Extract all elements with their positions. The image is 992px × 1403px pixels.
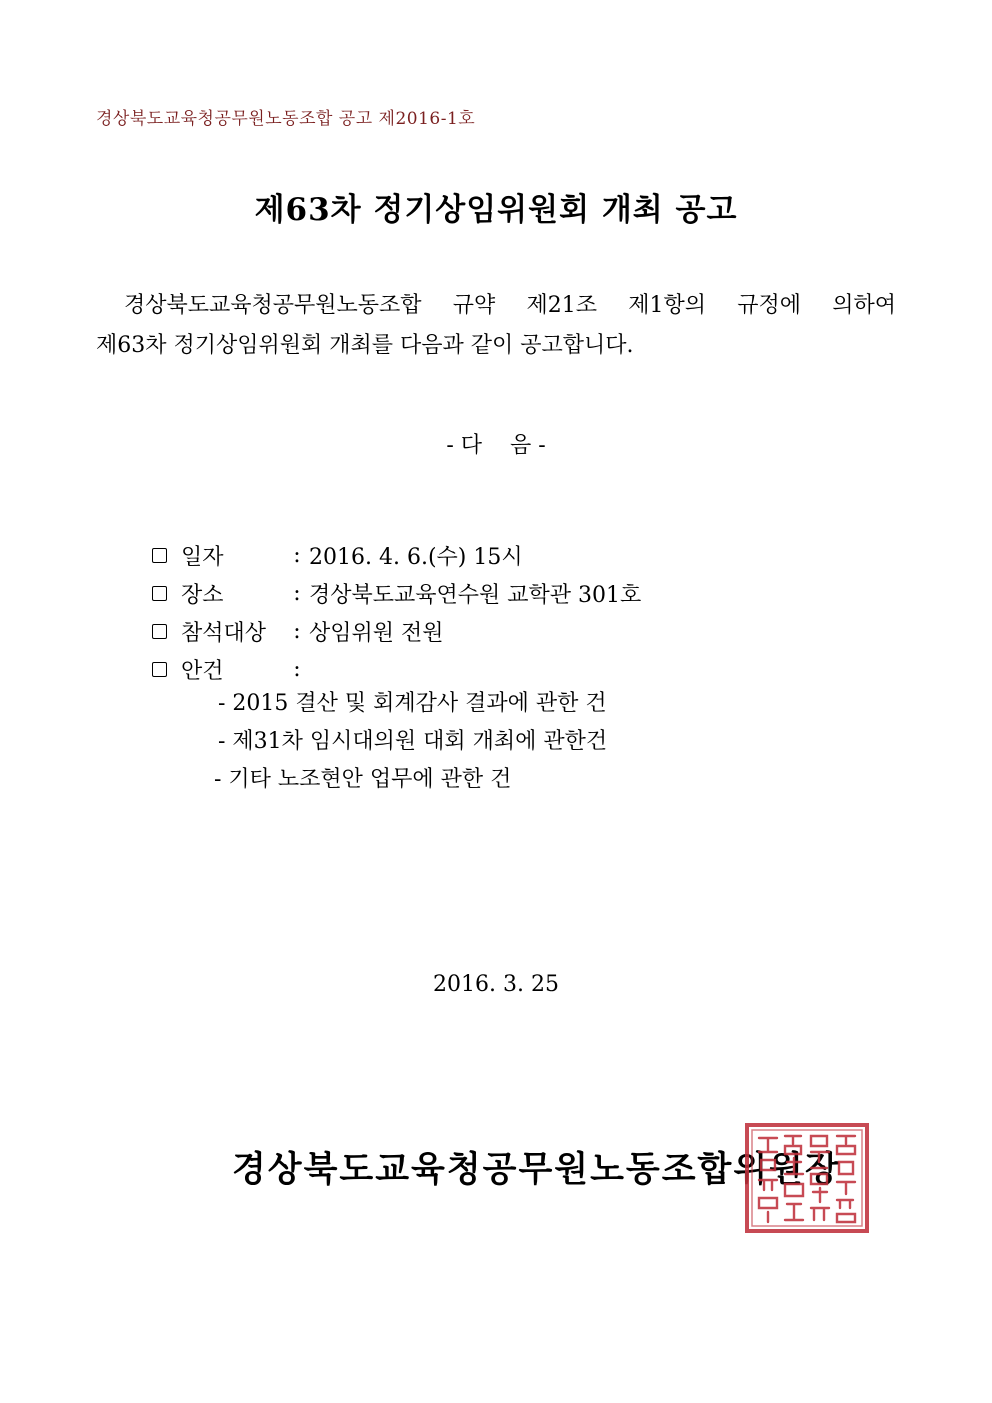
detail-item-date (152, 536, 641, 574)
colon: : (293, 580, 301, 606)
detail-list (152, 536, 641, 688)
detail-label: 안건 (181, 658, 224, 684)
signature-line: 경상북도교육청공무원노동조합위원장 (232, 1149, 841, 1190)
intro-paragraph (96, 286, 896, 366)
detail-label: 참석대상 (181, 620, 267, 646)
intro-line-2: 제63차 정기상임위원회 개최를 다음과 같이 공고합니다. (96, 333, 634, 358)
agenda-list (214, 682, 608, 796)
document-title: 제63차 정기상임위원회 개최 공고 (254, 192, 738, 228)
official-seal-stamp (744, 1122, 870, 1234)
agenda-item: - 제31차 임시대의원 대회 개최에 관한건 (218, 728, 608, 754)
colon: : (293, 542, 301, 568)
detail-label: 장소 (181, 582, 224, 608)
issue-date: 2016. 3. 25 (433, 972, 559, 997)
intro-line-1: 경상북도교육청공무원노동조합 규약 제21조 제1항의 규정에 의하여 (124, 293, 896, 318)
detail-value: 2016. 4. 6.(수) 15시 (309, 544, 523, 570)
checkbox-icon (152, 662, 167, 677)
agenda-item: - 2015 결산 및 회계감사 결과에 관한 건 (218, 690, 607, 716)
checkbox-icon (152, 624, 167, 639)
detail-label: 일자 (181, 544, 224, 570)
detail-item-place (152, 574, 641, 612)
checkbox-icon (152, 586, 167, 601)
section-heading-da-eum: - 다 음 - (446, 433, 546, 458)
detail-item-attendees (152, 612, 641, 650)
colon: : (293, 656, 301, 682)
colon: : (293, 618, 301, 644)
agenda-item: - 기타 노조현안 업무에 관한 건 (214, 766, 512, 792)
detail-value: 경상북도교육연수원 교학관 301호 (309, 582, 642, 608)
detail-value: 상임위원 전원 (309, 620, 444, 646)
notice-number: 경상북도교육청공무원노동조합 공고 제2016-1호 (96, 109, 476, 129)
checkbox-icon (152, 548, 167, 563)
